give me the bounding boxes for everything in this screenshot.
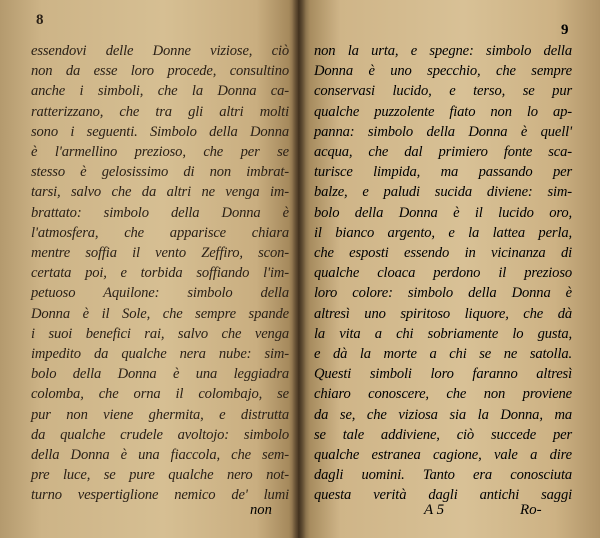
- page-number-left: 8: [36, 12, 44, 28]
- text-line: bolo della Donna è il lucido oro,: [314, 204, 572, 221]
- text-line: ratterizzano, che tra gli altri molti: [31, 103, 289, 120]
- catchword-right: Ro-: [520, 502, 542, 518]
- text-line: balze, e paludi sucida diviene: sim-: [314, 184, 572, 201]
- text-line: essendovi delle Donne viziose, ciò: [31, 43, 289, 59]
- text-line: mentre soffia il vento Zeffiro, scon-: [31, 245, 289, 261]
- text-line: loro colore: simbolo della Donna è: [314, 285, 572, 302]
- text-line: colomba, che orna il colombajo, se: [31, 386, 289, 403]
- text-line: Donna è il Sole, che sempre spande: [31, 305, 289, 322]
- text-line: turisce limpida, ma passando per: [314, 164, 572, 181]
- text-line: acqua, che dal primiero fonte sca-: [314, 144, 572, 160]
- text-line: chiaro conoscere, che non proviene: [314, 386, 572, 403]
- text-line: brattato: simbolo della Donna è: [31, 204, 289, 221]
- text-line: della Donna è una fiaccola, che sem-: [31, 447, 289, 463]
- text-line: pre luce, se pure qualche nero not-: [31, 467, 289, 484]
- text-line: pur non viene ghermita, e distrutta: [31, 406, 289, 423]
- text-line: che esposti essendo in vicinanza di: [314, 245, 572, 261]
- text-line: da se, che viziosa sia la Donna, ma: [314, 406, 572, 423]
- text-line: l'atmosfera, che apparisce chiara: [31, 224, 289, 241]
- text-line: se tale addiviene, ciò succede per: [314, 426, 572, 443]
- text-line: qualche cloaca perdono il prezioso: [314, 265, 572, 282]
- text-line: e dà la morte a chi se ne satolla.: [314, 346, 572, 362]
- text-line: non la urta, e spegne: simbolo della: [314, 43, 572, 59]
- text-line: sono i seguenti. Simbolo della Donna: [31, 123, 289, 140]
- text-line: conservasi lucido, e terso, se pur: [314, 83, 572, 100]
- catchword-left: non: [250, 502, 272, 518]
- text-line: la vita a chi sobriamente lo gusta,: [314, 325, 572, 342]
- text-line: panna: simbolo della Donna è quell': [314, 123, 572, 140]
- text-line: qualche puzzolente fiato non lo ap-: [314, 103, 572, 120]
- text-line: altresì uno spiritoso liquore, che dà: [314, 305, 572, 322]
- text-line: certata poi, e torbida soffiando l'im-: [31, 265, 289, 282]
- text-line: impedito da qualche nera nube: sim-: [31, 346, 289, 362]
- text-line: è l'armellino prezioso, che per se: [31, 144, 289, 160]
- text-line: anche i simboli, che la Donna ca-: [31, 83, 289, 100]
- text-line: dagli uomini. Tanto era conosciuta: [314, 467, 572, 484]
- text-line: qualche estranea cagione, vale a dire: [314, 447, 572, 463]
- signature-mark: A 5: [424, 502, 445, 518]
- text-line: non da esse loro procede, consultino: [31, 63, 289, 80]
- text-line: tarsi, salvo che da altri ne venga im-: [31, 184, 289, 201]
- text-line: Questi simboli loro faranno altresì: [314, 366, 572, 383]
- text-line: il bianco argento, e la lattea perla,: [314, 224, 572, 241]
- left-page: [0, 0, 298, 538]
- text-line: petuoso Aquilone: simbolo della: [31, 285, 289, 302]
- text-line: stesso è gelosissimo di non imbrat-: [31, 164, 289, 181]
- book-gutter: [292, 0, 306, 538]
- text-line: da qualche crudele avoltojo: simbolo: [31, 426, 289, 443]
- text-line: Donna è uno specchio, che sempre: [314, 63, 572, 80]
- page-number-right: 9: [561, 22, 569, 38]
- text-line: questa verità dagli antichi saggi: [314, 487, 572, 504]
- text-line: bolo della Donna è una leggiadra: [31, 366, 289, 383]
- text-line: turno vespertiglione nemico de' lumi: [31, 487, 289, 504]
- text-line: i suoi benefici rai, salvo che venga: [31, 325, 289, 342]
